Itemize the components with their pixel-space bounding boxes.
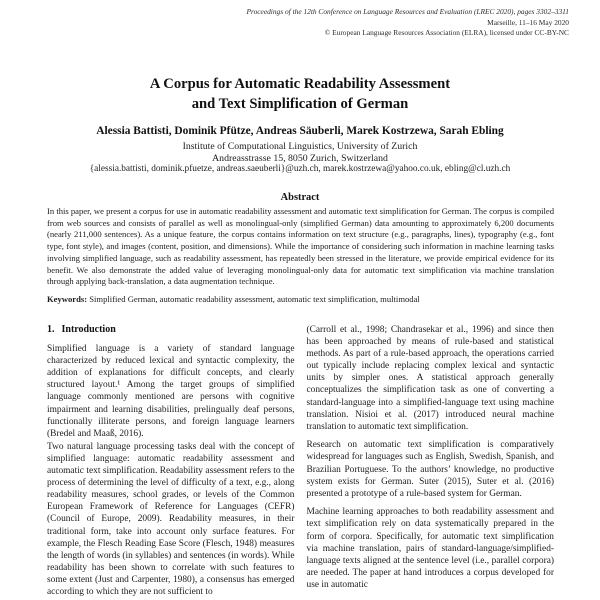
keywords-line — [47, 294, 554, 306]
left-column — [47, 324, 295, 600]
body-paragraph: Simplified language is a variety of standard language characterized by reduced lexical and syntactic complexity, the addition of explanations for difficult concepts, and clearly structured layout.¹ Among the target groups of simplified language commonly mentioned are persons with cognitive impairment and learning disabilities, prelingually deaf persons, functionally illiterate persons, and foreign language learners (Bredel and Maaß, 2016). — [47, 344, 295, 439]
section-number: 1. — [47, 324, 55, 335]
proceedings-license: © European Language Resources Association (ELRA), licensed under CC-BY-NC — [324, 28, 569, 38]
section-title: Introduction — [61, 324, 116, 335]
paper-title — [0, 74, 600, 114]
body-paragraph: Research on automatic text simplification is comparatively widespread for languages such as English, Swedish, Spanish, and Brazilian Portuguese. To the authors’ knowledge, no productive system exists for German. Suter (2015), Suter et al. (2016) presented a prototype of a rule-based system for German. — [306, 440, 554, 499]
paper-title-line2: and Text Simplification of German — [191, 96, 409, 112]
body-paragraph: Machine learning approaches to both readability assessment and text simplification rely on data systematically prepared in the form of corpora. Specifically, for automatic text simplification via machine translation, pairs of standard-language/simplified-language texts aligned at the sentence level (i.e., parallel corpora) are needed. The paper at hand introduces a corpus developed for use in automatic — [306, 507, 554, 590]
right-column — [307, 324, 555, 600]
body-paragraph: (Carroll et al., 1998; Chandrasekar et al., 1996) and since then has been approached by means of rule-based and statistical methods. As part of a rule-based approach, the operations carried out typically include replacing complex lexical and syntactic units by simpler ones. A statistical approach generally conceptualizes the simplification task as one of converting a standard-language into a simplified-language text using machine translation. Nisioi et al. (2017) introduced neural machine translation to automatic text simplification. — [306, 325, 554, 432]
affiliation-address: Andreasstrasse 15, 8050 Zurich, Switzerland — [212, 152, 388, 164]
section-heading-introduction — [47, 324, 295, 336]
body-columns — [47, 324, 554, 600]
author-list: Alessia Battisti, Dominik Pfütze, Andreas Säuberli, Marek Kostrzewa, Sarah Ebling — [96, 125, 504, 137]
abstract-heading: Abstract — [280, 192, 320, 203]
paper-title-line1: A Corpus for Automatic Readability Assessment — [149, 76, 451, 92]
affiliation-institute: Institute of Computational Linguistics, University of Zurich — [182, 141, 418, 152]
proceedings-line: Proceedings of the 12th Conference on Language Resources and Evaluation (LREC 2020), pages 3302–3311 — [246, 7, 569, 16]
proceedings-venue-date: Marseille, 11–16 May 2020 — [487, 17, 569, 27]
abstract-text: In this paper, we present a corpus for use in automatic readability assessment and automatic text simplification for German. The corpus is compiled from web sources and consists of parallel as well as monolingual-only (simplified German) data amounting to approximately 6,200 documents (nearly 211,000 sentences). As a unique feature, the corpus contains information on text structure (e.g., paragraphs, lines), typography (e.g., font type, font style), and images (content, position, and dimensions). While the importance of considering such information in machine learning tasks involving simplified language, such as readability assessment, has repeatedly been stressed in the literature, we provide empirical evidence for its benefit. We also demonstrate the added value of leveraging monolingual-only data for automatic text simplification via machine translation through applying back-translation, a data augmentation technique. — [47, 206, 554, 287]
body-paragraph: Two natural language processing tasks deal with the concept of simplified language: automatic readability assessment and automatic text simplification. Readability assessment refers to the process of determining the level of difficulty of a text, e.g., along readability measures, school grades, or levels of the Common European Framework of Reference for Languages (CEFR) (Council of Europe, 2009). Readability measures, in their traditional form, take into account only surface features. For example, the Flesch Reading Ease Score (Flesch, 1948) measures the length of words (in syllables) and sentences (in words). While readability has been shown to correlate with such features to some extent (Just and Carpenter, 1980), a consensus has emerged according to which they are not sufficient to — [47, 441, 295, 597]
keywords-label: Keywords: — [47, 294, 88, 304]
author-emails: {alessia.battisti, dominik.pfuetze, andreas.saeuberli}@uzh.ch, marek.kostrzewa@yahoo.co.uk, ebling@cl.uzh.ch — [89, 164, 511, 174]
proceedings-header — [246, 7, 569, 39]
keywords-text: Simplified German, automatic readability assessment, automatic text simplification, multimodal — [87, 294, 420, 304]
